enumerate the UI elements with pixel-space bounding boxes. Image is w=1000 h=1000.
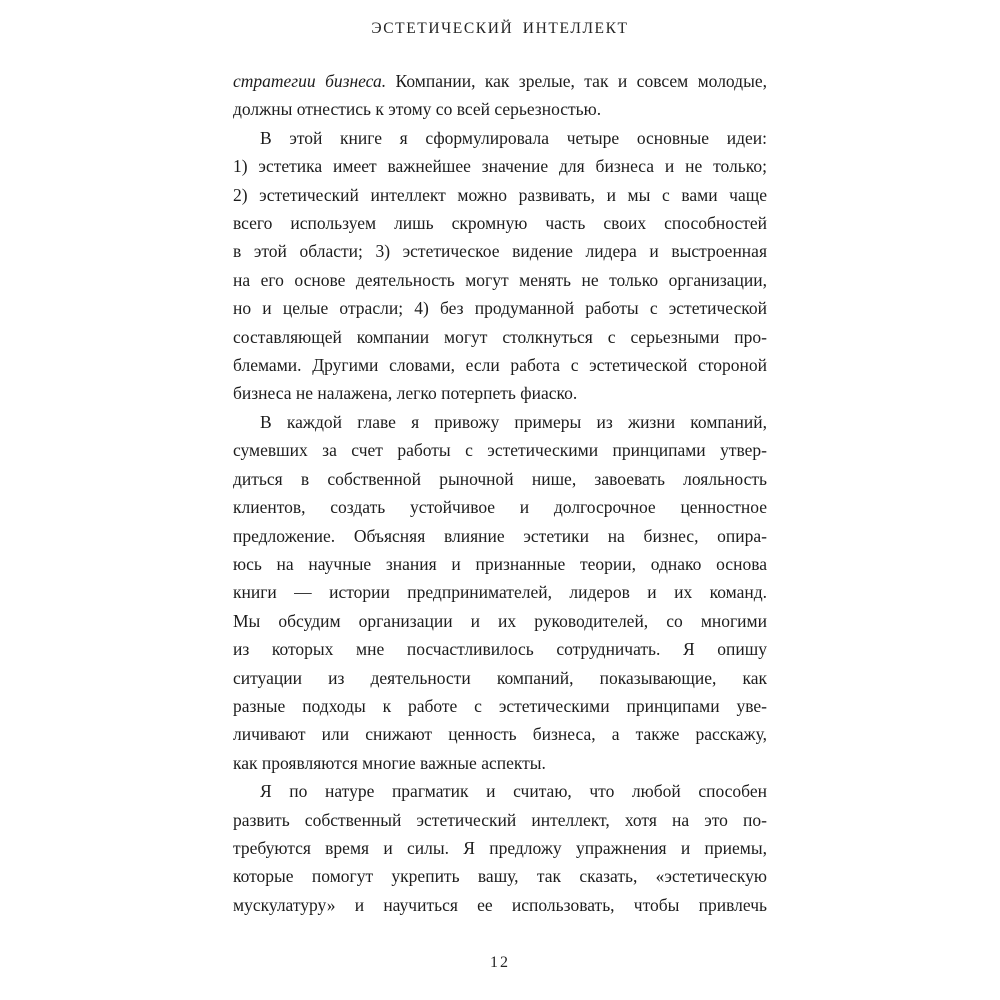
text-line: юсь на научные знания и признанные теории, однако основа [233, 553, 767, 574]
text-column [233, 67, 767, 919]
text-line: которые помогут укрепить вашу, так сказать, «эстетическую [233, 866, 767, 887]
text-line: требуются время и силы. Я предложу упражнения и приемы, [233, 837, 767, 858]
text-line: сумевших за счет работы с эстетическими принципами утвер- [233, 440, 767, 461]
text-line: ситуации из деятельности компаний, показывающие, как [233, 667, 767, 688]
text-line: блемами. Другими словами, если работа с эстетической стороной [233, 355, 767, 376]
text-line: книги — истории предпринимателей, лидеров и их команд. [233, 582, 767, 603]
text-line: Мы обсудим организации и их руководителей, со многими [233, 610, 767, 631]
italic-lead: стратегии бизнеса. [233, 71, 387, 91]
text-line: но и целые отрасли; 4) без продуманной работы с эстетической [233, 298, 767, 319]
text-line: В каждой главе я привожу примеры из жизни компаний, [260, 411, 767, 432]
paragraph [233, 67, 767, 124]
text-line: предложение. Объясняя влияние эстетики на бизнес, опира- [233, 525, 767, 546]
text-line: в этой области; 3) эстетическое видение лидера и выстроенная [233, 241, 767, 262]
text-line: диться в собственной рыночной нише, завоевать лояльность [233, 468, 767, 489]
text-line: Я по натуре прагматик и считаю, что любой способен [260, 781, 767, 802]
text-line: из которых мне посчастливилось сотрудничать. Я опишу [233, 639, 767, 660]
paragraph [233, 777, 767, 919]
running-header: ЭСТЕТИЧЕСКИЙ ИНТЕЛЛЕКТ [371, 20, 629, 37]
text-line: всего используем лишь скромную часть своих способностей [233, 213, 767, 234]
text-line: как проявляются многие важные аспекты. [233, 752, 546, 773]
text-line: должны отнестись к этому со всей серьезностью. [233, 99, 602, 120]
text-line: мускулатуру» и научиться ее использовать, чтобы привлечь [233, 894, 767, 915]
paragraph [233, 124, 767, 408]
page-number: 12 [490, 954, 510, 971]
text-line: клиентов, создать устойчивое и долгосрочное ценностное [233, 497, 767, 518]
text-line: В этой книге я сформулировала четыре основные идеи: [260, 127, 767, 148]
text-line: бизнеса не налажена, легко потерпеть фиаско. [233, 383, 578, 404]
text-line: составляющей компании могут столкнуться с серьезными про- [233, 326, 767, 347]
text-line: 1) эстетика имеет важнейшее значение для бизнеса и не только; [233, 156, 767, 177]
paragraph [233, 408, 767, 777]
text-line: развить собственный эстетический интеллект, хотя на это по- [233, 809, 767, 830]
text-line: разные подходы к работе с эстетическими принципами уве- [233, 695, 767, 716]
text-line: стратегии бизнеса. Компании, как зрелые, так и совсем молодые, [233, 71, 767, 91]
text-line: личивают или снижают ценность бизнеса, а также расскажу, [233, 724, 767, 745]
text-line: 2) эстетический интеллект можно развивать, и мы с вами чаще [233, 184, 767, 205]
text-line: на его основе деятельность могут менять не только организации, [233, 269, 767, 290]
